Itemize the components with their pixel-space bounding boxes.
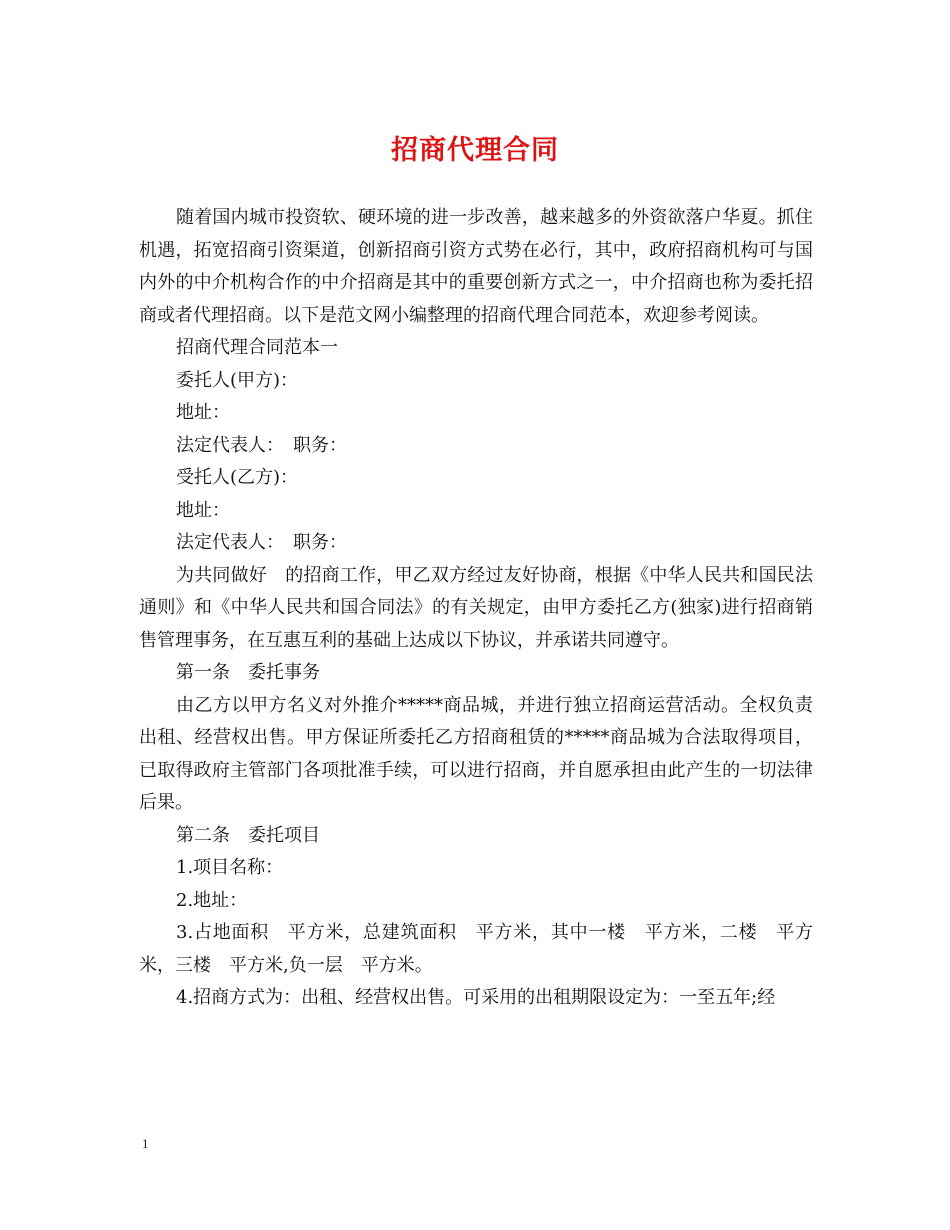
article-1-paragraph: 由乙方以甲方名义对外推介*****商品城，并进行独立招商运营活动。全权负责出租、经营权出售。甲方保证所委托乙方招商租赁的*****商品城为合法取得项目，已取得政府主管部门各项批准手续，可以进行招商，并自愿承担由此产生的一切法律后果。 bbox=[139, 694, 813, 813]
party-a-representative-line: 法定代表人： 职务： bbox=[176, 434, 347, 456]
document-title: 招商代理合同 bbox=[391, 135, 559, 166]
preamble-paragraph: 为共同做好 的招商工作，甲乙双方经过友好协商，根据《中华人民共和国民法通则》和《中华人民共和国合同法》的有关规定，由甲方委托乙方(独家)进行招商销售管理事务，在互惠互利的基础上达成以下协议，并承诺共同遵守。 bbox=[139, 564, 813, 651]
item-address: 2.地址： bbox=[176, 889, 248, 911]
party-b-representative-line: 法定代表人： 职务： bbox=[176, 532, 347, 553]
party-b-address-line: 地址： bbox=[176, 499, 230, 521]
intro-paragraph: 随着国内城市投资软、硬环境的进一步改善，越来越多的外资欲落户华夏。抓住机遇，拓宽招商引资渠道，创新招商引资方式势在必行，其中，政府招商机构可与国内外的中介机构合作的中介招商是其中的重要创新方式之一，中介招商也称为委托招商或者代理招商。以下是范文网小编整理的招商代理合同范本，欢迎参考阅读。 bbox=[139, 207, 813, 326]
contract-sample-heading: 招商代理合同范本一 bbox=[176, 337, 338, 358]
party-a-line: 委托人(甲方)： bbox=[176, 369, 299, 391]
party-b-line: 受托人(乙方)： bbox=[176, 467, 299, 488]
item-area: 3.占地面积 平方米，总建筑面积 平方米，其中一楼 平方米，二楼 平方米，三楼 平方米,负一层 平方米。 bbox=[139, 922, 813, 976]
article-1-heading: 第一条 委托事务 bbox=[176, 662, 320, 683]
item-leasing-method: 4.招商方式为：出租、经营权出售。可采用的出租期限设定为：一至五年;经 bbox=[176, 987, 776, 1008]
item-project-name: 1.项目名称： bbox=[176, 857, 284, 878]
document-body bbox=[139, 202, 813, 1015]
page-number: 1 bbox=[142, 1136, 149, 1151]
party-a-address-line: 地址： bbox=[176, 402, 230, 423]
article-2-heading: 第二条 委托项目 bbox=[176, 824, 320, 846]
